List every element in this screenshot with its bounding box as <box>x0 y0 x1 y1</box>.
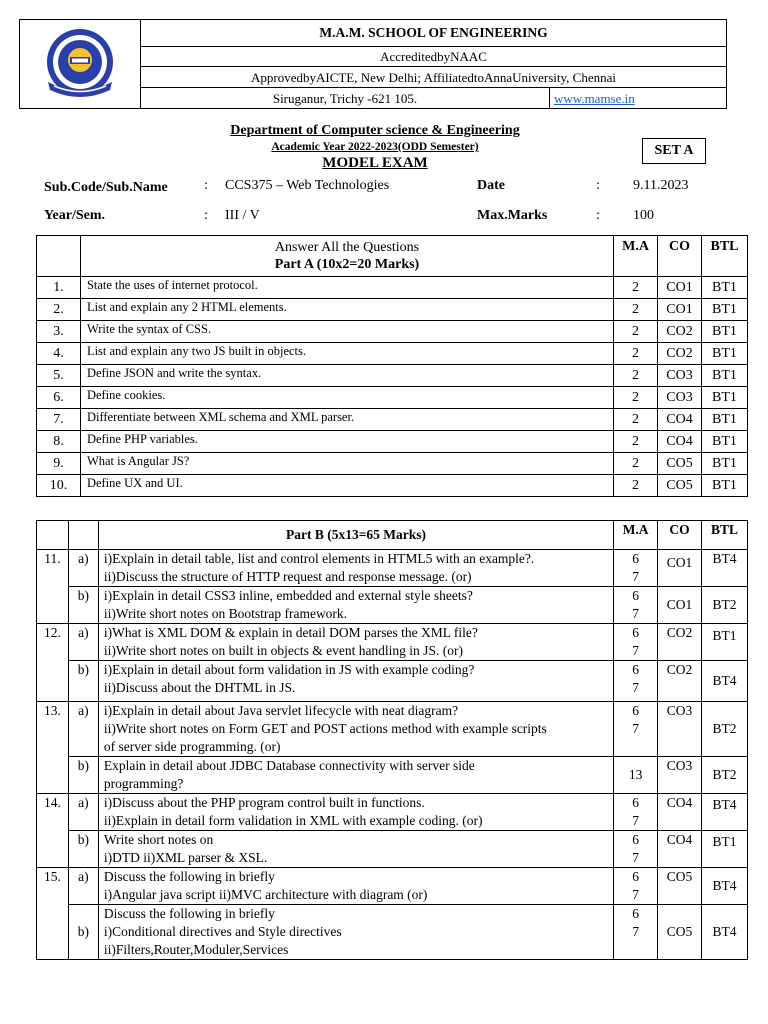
mark: 7 <box>632 569 639 584</box>
line: of server side programming. (or) <box>103 739 281 754</box>
colon: : <box>596 178 600 193</box>
marks: 13 <box>614 757 658 794</box>
accreditation: AccreditedbyNAAC <box>141 46 727 67</box>
part-a-heading <box>80 236 613 277</box>
mark: 6 <box>632 703 639 718</box>
co: CO1 <box>658 299 702 321</box>
btl: BT1 <box>702 431 748 453</box>
co: CO4 <box>658 431 702 453</box>
table-row <box>37 702 748 757</box>
marks: 2 <box>614 409 658 431</box>
question-text: Define UX and UI. <box>80 475 613 497</box>
q-number: 2. <box>37 299 81 321</box>
btl: BT4 <box>702 550 748 587</box>
line: Write short notes on <box>103 832 214 847</box>
col-co: CO <box>658 521 702 550</box>
btl: BT4 <box>702 794 748 831</box>
sub-label: b) <box>68 757 98 794</box>
empty-cell <box>37 521 69 550</box>
subcode-label: Sub.Code/Sub.Name <box>44 180 168 195</box>
mark: 7 <box>632 606 639 621</box>
approval: ApprovedbyAICTE, New Delhi; AffiliatedtoAnnaUniversity, Chennai <box>141 67 727 88</box>
btl: BT1 <box>702 831 748 868</box>
col-btl: BTL <box>702 236 748 277</box>
department-title: Department of Computer science & Engineering <box>230 123 520 138</box>
line: Discuss the following in briefly <box>103 869 275 884</box>
part-a-header-row <box>37 236 748 277</box>
line: Explain in detail about JDBC Database connectivity with server side <box>103 758 475 773</box>
btl: BT1 <box>702 321 748 343</box>
col-co: CO <box>658 236 702 277</box>
btl: BT1 <box>702 343 748 365</box>
marks <box>614 587 658 624</box>
marks <box>614 624 658 661</box>
q-number: 5. <box>37 365 81 387</box>
line: i)Explain in detail about form validation in JS with example coding? <box>103 662 475 677</box>
part-b-table <box>36 520 748 960</box>
sub-label: b) <box>68 661 98 702</box>
academic-year: Academic Year 2022-2023(ODD Semester) <box>271 141 479 153</box>
empty-cell <box>37 236 81 277</box>
year-label: Year/Sem. <box>44 208 106 223</box>
co: CO2 <box>658 624 702 661</box>
marks <box>614 661 658 702</box>
line: i)Explain in detail CSS3 inline, embedded and external style sheets? <box>103 588 473 603</box>
question-text <box>98 757 613 794</box>
question-text <box>98 661 613 702</box>
line: ii)Explain in detail form validation in XML with example coding. (or) <box>103 813 483 828</box>
line: ii)Filters,Router,Moduler,Services <box>103 942 289 957</box>
sub-label: b) <box>68 831 98 868</box>
question-text <box>98 587 613 624</box>
question-text: State the uses of internet protocol. <box>80 277 613 299</box>
subcode-value: CCS375 – Web Technologies <box>225 178 390 193</box>
co: CO2 <box>658 321 702 343</box>
co: CO5 <box>658 475 702 497</box>
table-row <box>37 343 748 365</box>
school-name: M.A.M. SCHOOL OF ENGINEERING <box>141 20 727 47</box>
co: CO2 <box>658 661 702 702</box>
co: CO3 <box>658 757 702 794</box>
mark: 7 <box>632 887 639 902</box>
logo-cell <box>20 20 141 109</box>
question-text <box>98 624 613 661</box>
empty-cell <box>68 521 98 550</box>
exam-name: MODEL EXAM <box>322 155 428 171</box>
q-number: 6. <box>37 387 81 409</box>
line: ii)Write short notes on Form GET and POST actions method with example scripts <box>103 721 547 736</box>
marks-label: Max.Marks <box>477 208 548 223</box>
table-row <box>37 387 748 409</box>
co: CO1 <box>658 277 702 299</box>
table-row <box>37 277 748 299</box>
date-value: 9.11.2023 <box>633 178 689 193</box>
mark: 6 <box>632 906 639 921</box>
co: CO5 <box>658 453 702 475</box>
marks: 2 <box>614 277 658 299</box>
q-number: 14. <box>37 794 69 868</box>
q-number: 13. <box>37 702 69 794</box>
colon: : <box>596 208 600 223</box>
colon: : <box>204 178 208 193</box>
line: i)Explain in detail about Java servlet lifecycle with neat diagram? <box>103 703 459 718</box>
mark: 7 <box>632 680 639 695</box>
mark: 6 <box>632 588 639 603</box>
mark: 7 <box>632 813 639 828</box>
mark: 6 <box>632 625 639 640</box>
sub-label: a) <box>68 702 98 757</box>
question-text: List and explain any two JS built in objects. <box>80 343 613 365</box>
table-row <box>37 550 748 587</box>
col-ma: M.A <box>614 521 658 550</box>
co: CO2 <box>658 343 702 365</box>
mark: 7 <box>632 850 639 865</box>
marks: 2 <box>614 453 658 475</box>
date-label: Date <box>477 178 505 193</box>
table-row <box>37 365 748 387</box>
btl: BT4 <box>702 661 748 702</box>
website-cell <box>550 88 727 109</box>
btl: BT1 <box>702 387 748 409</box>
sub-label: a) <box>68 550 98 587</box>
sub-label: a) <box>68 624 98 661</box>
btl: BT1 <box>702 453 748 475</box>
table-row <box>37 831 748 868</box>
btl: BT4 <box>702 905 748 960</box>
table-row <box>37 794 748 831</box>
question-text <box>98 702 613 757</box>
instruction: Answer All the Questions <box>274 240 420 255</box>
set-label: SET A <box>642 138 706 164</box>
marks <box>614 702 658 757</box>
question-text: Write the syntax of CSS. <box>80 321 613 343</box>
q-number: 8. <box>37 431 81 453</box>
question-text: List and explain any 2 HTML elements. <box>80 299 613 321</box>
mark: 6 <box>632 795 639 810</box>
table-row <box>37 431 748 453</box>
marks: 2 <box>614 343 658 365</box>
table-row <box>37 453 748 475</box>
marks: 2 <box>614 431 658 453</box>
marks <box>614 831 658 868</box>
line: Discuss the following in briefly <box>103 906 275 921</box>
mark: 7 <box>632 924 639 939</box>
col-ma: M.A <box>614 236 658 277</box>
co: CO3 <box>658 365 702 387</box>
co: CO3 <box>658 387 702 409</box>
co: CO5 <box>658 868 702 905</box>
line: i)Conditional directives and Style directives <box>103 924 342 939</box>
address: Siruganur, Trichy -621 105. <box>141 88 550 109</box>
line: ii)Discuss the structure of HTTP request and response message. (or) <box>103 569 472 584</box>
table-row <box>37 475 748 497</box>
line: programming? <box>103 776 184 791</box>
marks <box>614 905 658 960</box>
sub-label: a) <box>68 794 98 831</box>
q-number: 11. <box>37 550 69 624</box>
mark: 6 <box>632 832 639 847</box>
q-number: 1. <box>37 277 81 299</box>
question-text: Define cookies. <box>80 387 613 409</box>
sub-label: b) <box>68 905 98 960</box>
co: CO4 <box>658 794 702 831</box>
co: CO1 <box>658 550 702 587</box>
col-btl: BTL <box>702 521 748 550</box>
co: CO4 <box>658 409 702 431</box>
year-value: III / V <box>225 208 260 223</box>
q-number: 10. <box>37 475 81 497</box>
mark: 7 <box>632 721 639 736</box>
college-seal-logo <box>20 20 140 104</box>
colon: : <box>204 208 208 223</box>
btl: BT1 <box>702 277 748 299</box>
btl: BT1 <box>702 624 748 661</box>
marks: 2 <box>614 387 658 409</box>
co: CO4 <box>658 831 702 868</box>
line: i)DTD ii)XML parser & XSL. <box>103 850 268 865</box>
part-b-title: Part B (5x13=65 Marks) <box>98 521 613 550</box>
question-text: Define JSON and write the syntax. <box>80 365 613 387</box>
mark: 6 <box>632 869 639 884</box>
co: CO3 <box>658 702 702 757</box>
q-number: 15. <box>37 868 69 960</box>
table-row <box>37 299 748 321</box>
question-text <box>98 550 613 587</box>
btl: BT2 <box>702 757 748 794</box>
line: ii)Write short notes on built in objects & event handling in JS. (or) <box>103 643 463 658</box>
marks: 2 <box>614 365 658 387</box>
btl: BT1 <box>702 475 748 497</box>
q-number: 9. <box>37 453 81 475</box>
line: i)Angular java script ii)MVC architecture with diagram (or) <box>103 887 428 902</box>
q-number: 4. <box>37 343 81 365</box>
line: i)What is XML DOM & explain in detail DOM parses the XML file? <box>103 625 478 640</box>
table-row <box>37 321 748 343</box>
marks <box>614 794 658 831</box>
btl: BT4 <box>702 868 748 905</box>
marks <box>614 868 658 905</box>
marks: 2 <box>614 321 658 343</box>
btl: BT1 <box>702 409 748 431</box>
table-row <box>37 409 748 431</box>
part-a-table <box>36 235 748 497</box>
question-text <box>98 794 613 831</box>
btl: BT1 <box>702 365 748 387</box>
q-number: 7. <box>37 409 81 431</box>
line: i)Discuss about the PHP program control built in functions. <box>103 795 425 810</box>
table-row <box>37 587 748 624</box>
line: i)Explain in detail table, list and control elements in HTML5 with an example?. <box>103 551 535 566</box>
mark: 6 <box>632 551 639 566</box>
part-b-header-row <box>37 521 748 550</box>
table-row <box>37 868 748 905</box>
co: CO5 <box>658 905 702 960</box>
q-number: 12. <box>37 624 69 702</box>
question-text <box>98 831 613 868</box>
institution-header <box>19 19 727 109</box>
question-text: Define PHP variables. <box>80 431 613 453</box>
marks-value: 100 <box>633 208 654 223</box>
line: ii)Discuss about the DHTML in JS. <box>103 680 296 695</box>
table-row <box>37 757 748 794</box>
line: ii)Write short notes on Bootstrap framework. <box>103 606 348 621</box>
btl: BT2 <box>702 702 748 757</box>
btl: BT1 <box>702 299 748 321</box>
question-text <box>98 905 613 960</box>
marks: 2 <box>614 475 658 497</box>
mark: 7 <box>632 643 639 658</box>
sub-label: a) <box>68 868 98 905</box>
question-text: Differentiate between XML schema and XML parser. <box>80 409 613 431</box>
part-a-title: Part A (10x2=20 Marks) <box>274 257 420 272</box>
sub-label: b) <box>68 587 98 624</box>
table-row <box>37 661 748 702</box>
table-row <box>37 905 748 960</box>
mark: 6 <box>632 662 639 677</box>
marks <box>614 550 658 587</box>
btl: BT2 <box>702 587 748 624</box>
question-text: What is Angular JS? <box>80 453 613 475</box>
question-text <box>98 868 613 905</box>
q-number: 3. <box>37 321 81 343</box>
co: CO1 <box>658 587 702 624</box>
marks: 2 <box>614 299 658 321</box>
website-link[interactable]: www.mamse.in <box>554 90 635 106</box>
table-row <box>37 624 748 661</box>
